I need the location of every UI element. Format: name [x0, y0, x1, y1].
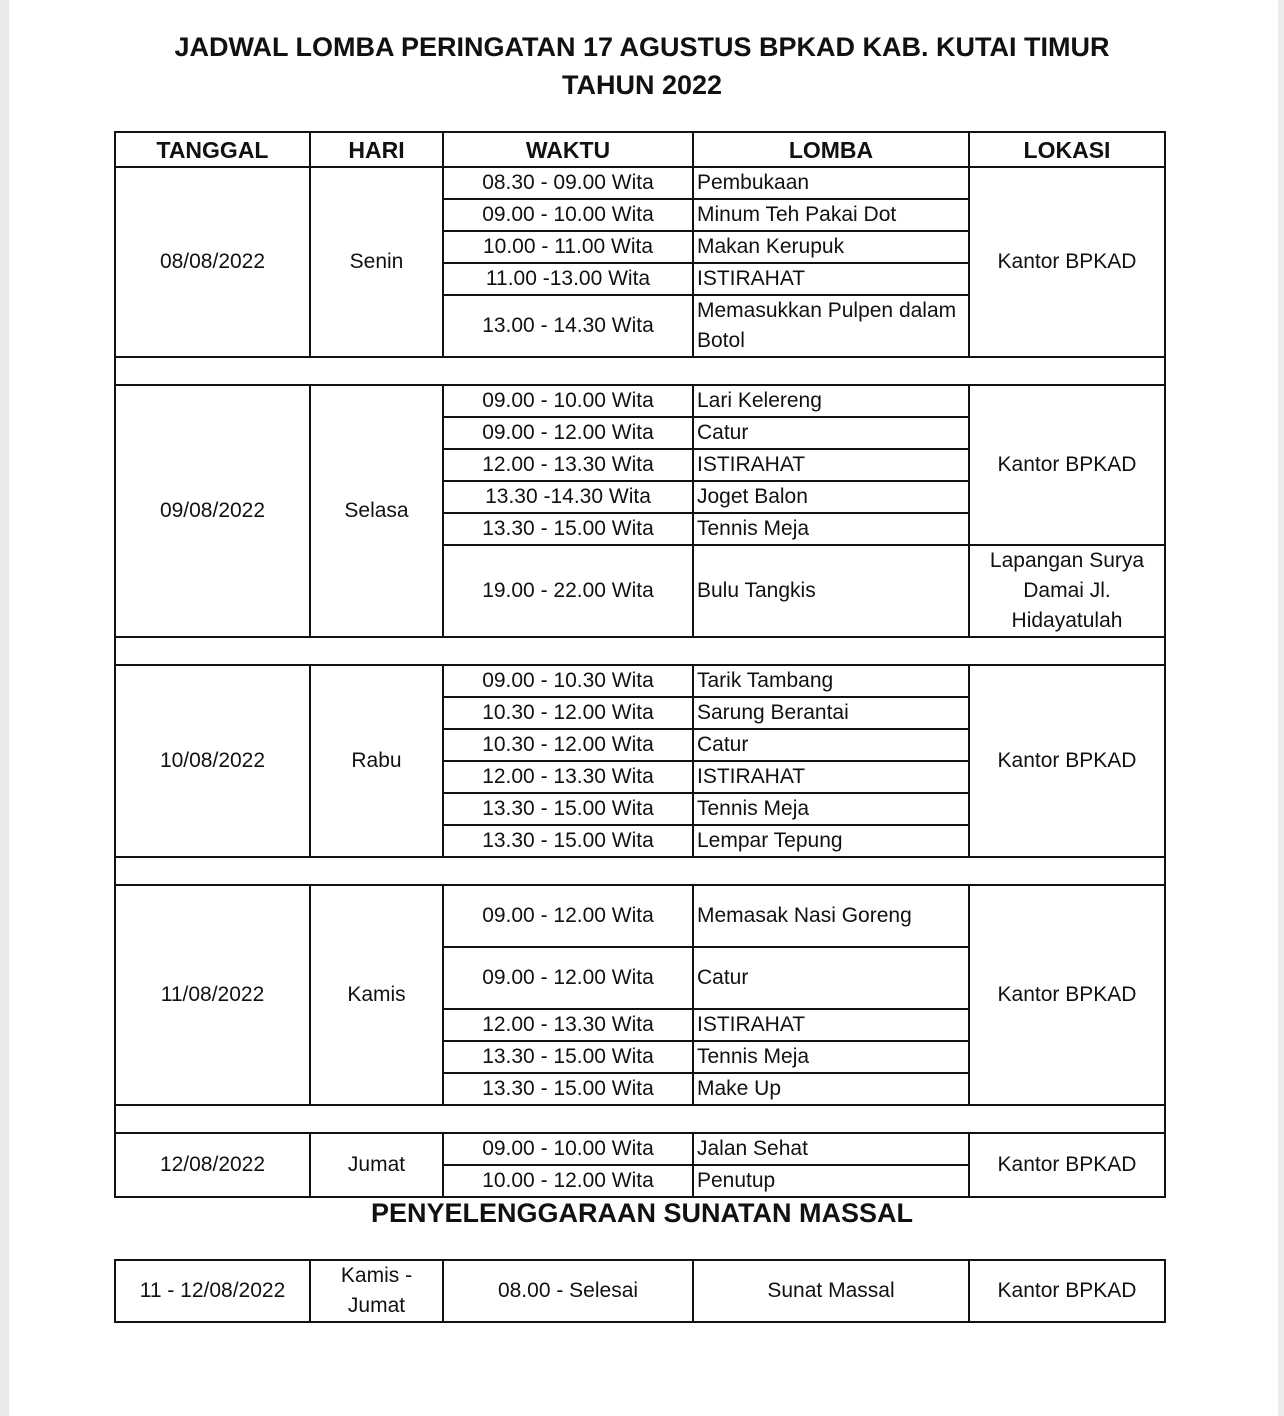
separator-row — [115, 357, 1165, 385]
waktu-cell: 09.00 - 12.00 Wita — [443, 885, 693, 947]
lomba-cell: Pembukaan — [693, 167, 969, 199]
waktu-cell: 13.30 - 15.00 Wita — [443, 1041, 693, 1073]
lomba-cell: Catur — [693, 417, 969, 449]
lomba-cell: Jalan Sehat — [693, 1133, 969, 1165]
lomba-cell: Make Up — [693, 1073, 969, 1105]
lomba-cell: ISTIRAHAT — [693, 761, 969, 793]
waktu-cell: 09.00 - 10.30 Wita — [443, 665, 693, 697]
sunatan-table — [114, 1259, 1166, 1323]
separator-row — [115, 1105, 1165, 1133]
header-tanggal: TANGGAL — [115, 132, 310, 167]
lokasi-cell: Kantor BPKAD — [969, 1133, 1165, 1197]
waktu-cell: 10.30 - 12.00 Wita — [443, 697, 693, 729]
lokasi-cell: Kantor BPKAD — [969, 665, 1165, 857]
waktu-cell: 11.00 -13.00 Wita — [443, 263, 693, 295]
lomba-cell: Catur — [693, 947, 969, 1009]
lomba-cell: Bulu Tangkis — [693, 545, 969, 637]
lomba-cell: Tennis Meja — [693, 513, 969, 545]
header-lokasi: LOKASI — [969, 132, 1165, 167]
hari-cell: Senin — [310, 167, 443, 357]
lomba-cell: Tarik Tambang — [693, 665, 969, 697]
waktu-cell: 12.00 - 13.30 Wita — [443, 761, 693, 793]
hari-cell: Kamis - Jumat — [310, 1260, 443, 1322]
tanggal-cell: 09/08/2022 — [115, 385, 310, 637]
table-row — [115, 385, 1165, 417]
table-row — [115, 665, 1165, 697]
lomba-cell: Lari Kelereng — [693, 385, 969, 417]
lokasi-cell: Kantor BPKAD — [969, 885, 1165, 1105]
lokasi-cell: Kantor BPKAD — [969, 385, 1165, 545]
waktu-cell: 13.30 - 15.00 Wita — [443, 513, 693, 545]
waktu-cell: 12.00 - 13.30 Wita — [443, 449, 693, 481]
waktu-cell: 13.30 -14.30 Wita — [443, 481, 693, 513]
waktu-cell: 09.00 - 10.00 Wita — [443, 1133, 693, 1165]
waktu-cell: 10.00 - 11.00 Wita — [443, 231, 693, 263]
table-row — [115, 885, 1165, 947]
lomba-cell: Memasukkan Pulpen dalam Botol — [693, 295, 969, 357]
waktu-cell: 09.00 - 12.00 Wita — [443, 417, 693, 449]
header-row — [115, 132, 1165, 167]
lokasi-cell: Kantor BPKAD — [969, 1260, 1165, 1322]
lomba-cell: Lempar Tepung — [693, 825, 969, 857]
schedule-table — [114, 131, 1166, 1198]
lomba-cell: Makan Kerupuk — [693, 231, 969, 263]
waktu-cell: 13.00 - 14.30 Wita — [443, 295, 693, 357]
lomba-cell: Minum Teh Pakai Dot — [693, 199, 969, 231]
separator-cell — [115, 857, 1165, 885]
tanggal-cell: 08/08/2022 — [115, 167, 310, 357]
separator-row — [115, 637, 1165, 665]
lomba-cell: Sunat Massal — [693, 1260, 969, 1322]
tanggal-cell: 12/08/2022 — [115, 1133, 310, 1197]
waktu-cell: 09.00 - 10.00 Wita — [443, 385, 693, 417]
lomba-cell: Tennis Meja — [693, 793, 969, 825]
document-subtitle-year: TAHUN 2022 — [561, 70, 723, 100]
tanggal-cell: 11 - 12/08/2022 — [115, 1260, 310, 1322]
waktu-cell: 09.00 - 10.00 Wita — [443, 199, 693, 231]
lomba-cell: Memasak Nasi Goreng — [693, 885, 969, 947]
lomba-cell: Penutup — [693, 1165, 969, 1197]
header-waktu: WAKTU — [443, 132, 693, 167]
waktu-cell: 13.30 - 15.00 Wita — [443, 1073, 693, 1105]
lokasi-cell: Lapangan Surya Damai Jl. Hidayatulah — [969, 545, 1165, 637]
hari-cell: Rabu — [310, 665, 443, 857]
waktu-cell: 10.30 - 12.00 Wita — [443, 729, 693, 761]
header-hari: HARI — [310, 132, 443, 167]
lomba-cell: Tennis Meja — [693, 1041, 969, 1073]
waktu-cell: 13.30 - 15.00 Wita — [443, 793, 693, 825]
tanggal-cell: 10/08/2022 — [115, 665, 310, 857]
header-lomba: LOMBA — [693, 132, 969, 167]
separator-cell — [115, 1105, 1165, 1133]
lomba-cell: ISTIRAHAT — [693, 263, 969, 295]
waktu-cell: 08.30 - 09.00 Wita — [443, 167, 693, 199]
separator-cell — [115, 637, 1165, 665]
hari-cell: Selasa — [310, 385, 443, 637]
lomba-cell: ISTIRAHAT — [693, 449, 969, 481]
sunatan-title: PENYELENGGARAAN SUNATAN MASSAL — [370, 1198, 914, 1228]
waktu-cell: 08.00 - Selesai — [443, 1260, 693, 1322]
table-row — [115, 1260, 1165, 1322]
separator-row — [115, 857, 1165, 885]
lomba-cell: Catur — [693, 729, 969, 761]
waktu-cell: 12.00 - 13.30 Wita — [443, 1009, 693, 1041]
waktu-cell: 10.00 - 12.00 Wita — [443, 1165, 693, 1197]
waktu-cell: 13.30 - 15.00 Wita — [443, 825, 693, 857]
tanggal-cell: 11/08/2022 — [115, 885, 310, 1105]
waktu-cell: 19.00 - 22.00 Wita — [443, 545, 693, 637]
lomba-cell: Sarung Berantai — [693, 697, 969, 729]
table-row — [115, 1133, 1165, 1165]
lomba-cell: ISTIRAHAT — [693, 1009, 969, 1041]
document-title: JADWAL LOMBA PERINGATAN 17 AGUSTUS BPKAD KAB. KUTAI TIMUR — [174, 32, 1110, 62]
hari-cell: Jumat — [310, 1133, 443, 1197]
lokasi-cell: Kantor BPKAD — [969, 167, 1165, 357]
waktu-cell: 09.00 - 12.00 Wita — [443, 947, 693, 1009]
separator-cell — [115, 357, 1165, 385]
lomba-cell: Joget Balon — [693, 481, 969, 513]
table-row — [115, 167, 1165, 199]
hari-cell: Kamis — [310, 885, 443, 1105]
